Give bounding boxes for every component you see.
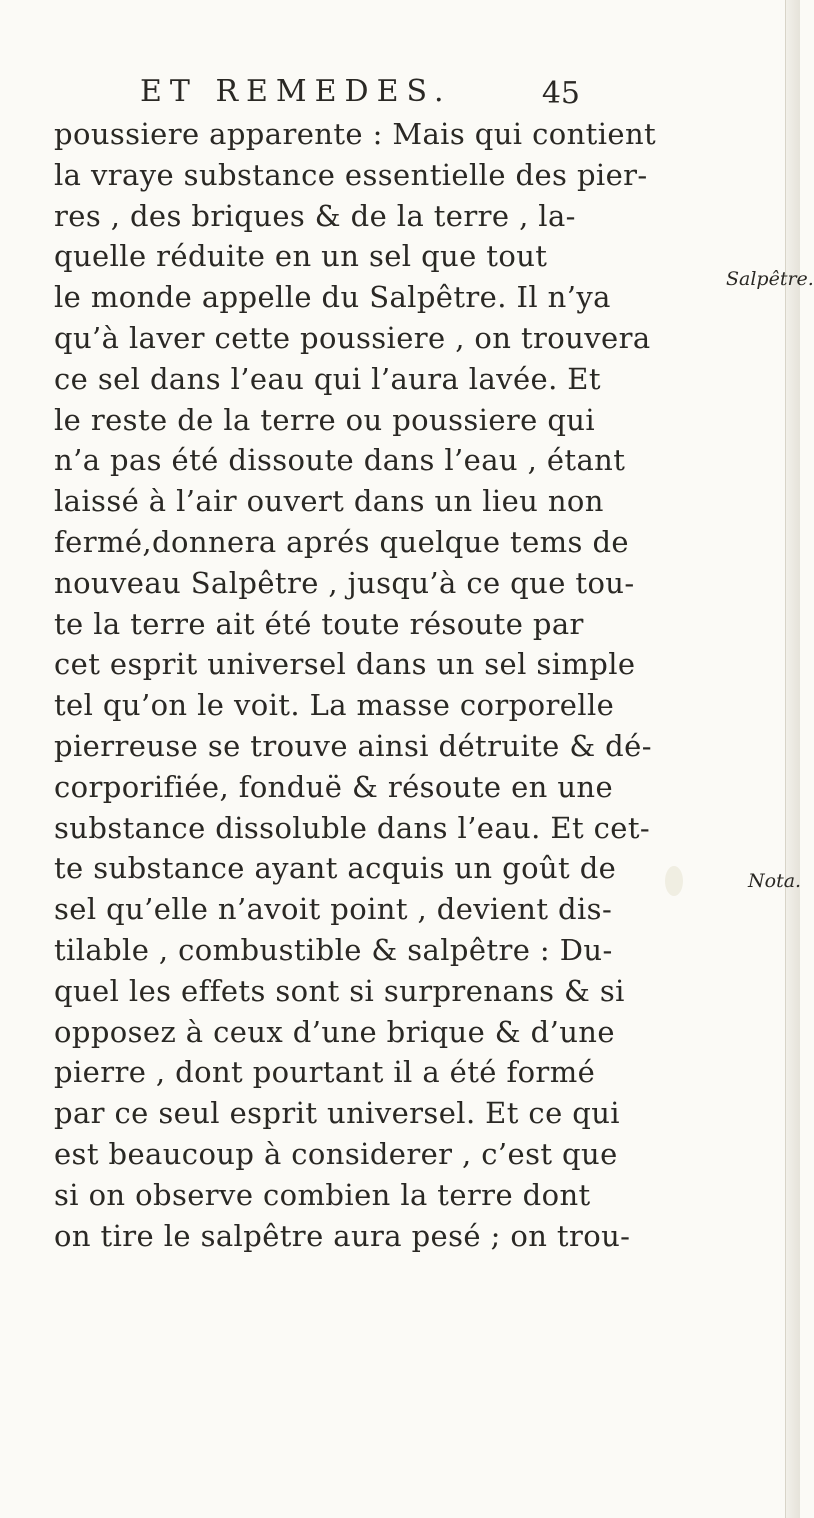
text-line: laissé à l’air ouvert dans un lieu non	[54, 484, 604, 519]
text-line: est beaucoup à considerer , c’est que	[54, 1136, 618, 1171]
text-line: le reste de la terre ou poussiere qui	[54, 402, 596, 437]
text-line: quel les effets sont si surprenans & si	[54, 973, 625, 1008]
text-line: qu’à laver cette poussiere , on trouvera	[54, 320, 651, 355]
text-line: quelle réduite en un sel que tout	[54, 239, 548, 274]
marginal-note-nota: Nota.	[748, 870, 802, 892]
text-line: opposez à ceux d’une brique & d’une	[54, 1014, 615, 1049]
text-line: res , des briques & de la terre , la-	[54, 198, 576, 233]
page-number: 45	[541, 76, 580, 111]
paper-stain	[665, 866, 683, 896]
text-line: substance dissoluble dans l’eau. Et cet-	[54, 810, 651, 845]
text-line: nouveau Salpêtre , jusqu’à ce que tou-	[54, 565, 635, 600]
text-line: poussiere apparente : Mais qui contient	[54, 117, 657, 151]
marginal-note-salpetre: Salpêtre.	[726, 268, 814, 290]
text-line: n’a pas été dissoute dans l’eau , étant	[54, 443, 626, 478]
text-line: tilable , combustible & salpêtre : Du-	[54, 932, 613, 967]
text-line: par ce seul esprit universel. Et ce qui	[54, 1096, 620, 1131]
running-header	[140, 70, 580, 110]
text-line: fermé,donnera aprés quelque tems de	[54, 524, 629, 559]
text-line: corporifiée, fonduë & résoute en une	[54, 769, 614, 804]
text-line: sel qu’elle n’avoit point , devient dis-	[54, 892, 613, 927]
text-line: la vraye substance essentielle des pier-	[54, 157, 648, 192]
text-line: on tire le salpêtre aura pesé ; on trou-	[54, 1218, 631, 1253]
text-line: tel qu’on le voit. La masse corporelle	[54, 688, 615, 723]
text-line: ce sel dans l’eau qui l’aura lavée. Et	[54, 361, 601, 396]
text-line: si on observe combien la terre dont	[54, 1177, 591, 1212]
running-title: ET REMEDES.	[140, 74, 452, 109]
page-edge	[785, 0, 800, 1518]
text-line: le monde appelle du Salpêtre. Il n’ya	[54, 280, 611, 315]
body-text	[54, 114, 744, 1256]
text-line: cet esprit universel dans un sel simple	[54, 647, 636, 682]
text-line: te la terre ait été toute résoute par	[54, 606, 584, 641]
text-line: te substance ayant acquis un goût de	[54, 851, 617, 886]
text-line: pierreuse se trouve ainsi détruite & dé-	[54, 728, 652, 763]
text-line: pierre , dont pourtant il a été formé	[54, 1055, 596, 1090]
